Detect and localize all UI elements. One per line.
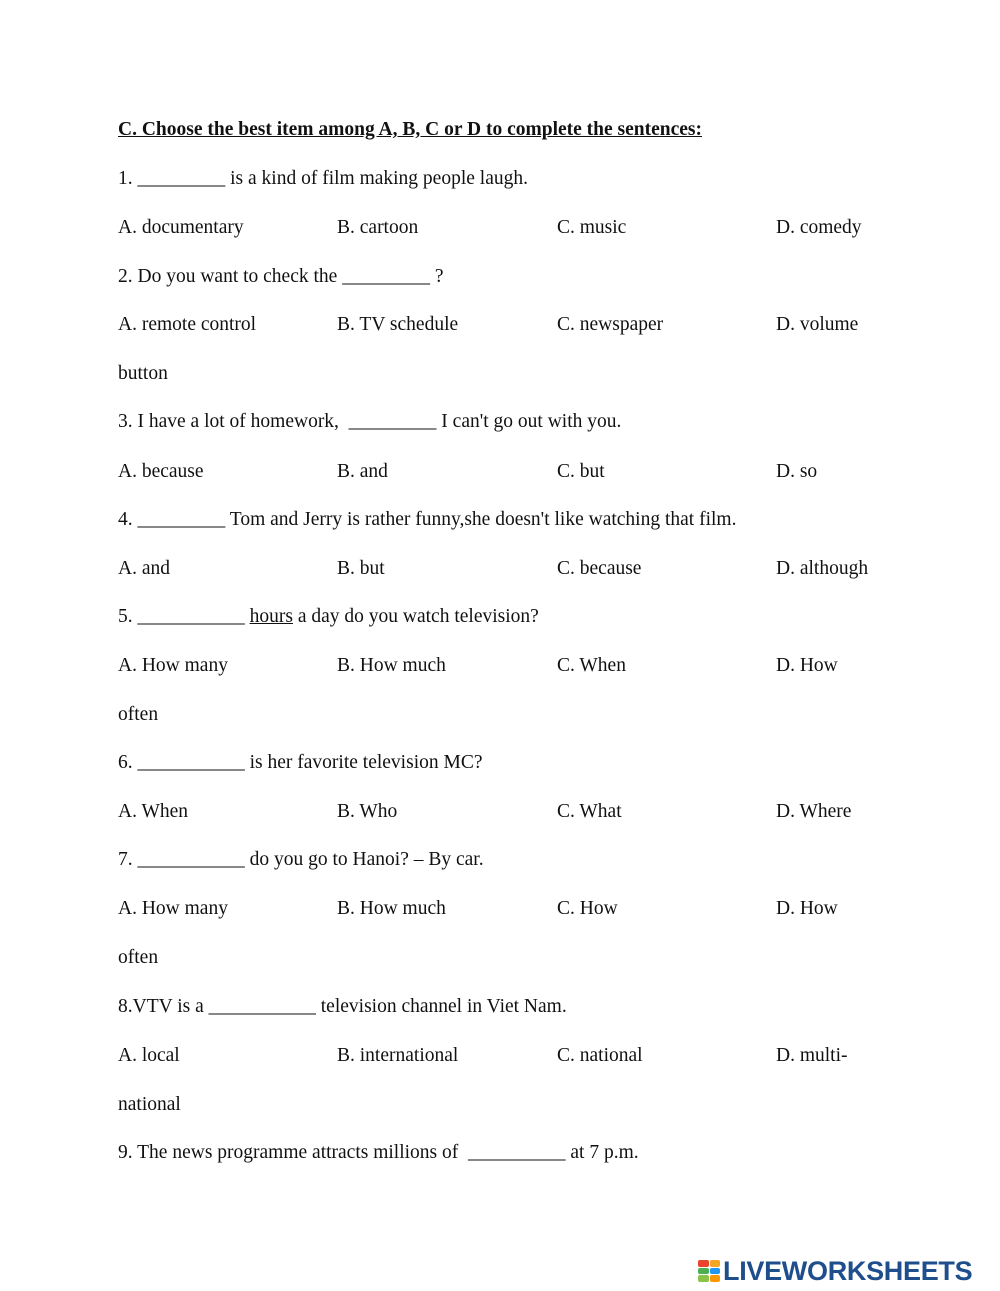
question-9: 9. The news programme attracts millions of __________ at 7 p.m. [118, 1142, 639, 1163]
q2-option-d-wrap: button [118, 363, 168, 384]
q5-option-d[interactable]: D. How [776, 655, 838, 676]
liveworksheets-logo-icon [698, 1260, 720, 1282]
q8-option-d-wrap: national [118, 1094, 181, 1115]
q1-option-d[interactable]: D. comedy [776, 217, 862, 238]
q3-option-c[interactable]: C. but [557, 461, 605, 482]
logo-block [710, 1260, 721, 1267]
logo-block [698, 1275, 709, 1282]
q4-option-d[interactable]: D. although [776, 558, 869, 579]
question-1: 1. _________ is a kind of film making people laugh. [118, 168, 528, 189]
logo-block [698, 1268, 709, 1275]
liveworksheets-logo [698, 1255, 973, 1286]
q1-option-b[interactable]: B. cartoon [337, 217, 419, 238]
question-3: 3. I have a lot of homework, _________ I can't go out with you. [118, 411, 622, 432]
q1-option-a[interactable]: A. documentary [118, 217, 244, 238]
question-6: 6. ___________ is her favorite television MC? [118, 752, 483, 773]
question-7: 7. ___________ do you go to Hanoi? – By car. [118, 849, 484, 870]
q7-option-d-wrap: often [118, 947, 159, 968]
q8-option-a[interactable]: A. local [118, 1045, 180, 1066]
q2-option-c[interactable]: C. newspaper [557, 314, 664, 335]
logo-block [710, 1275, 721, 1282]
q7-option-d[interactable]: D. How [776, 898, 838, 919]
q5-stem-post: a day do you watch television? [292, 606, 539, 627]
question-8: 8.VTV is a ___________ television channel in Viet Nam. [118, 996, 567, 1017]
q2-option-a[interactable]: A. remote control [118, 314, 257, 335]
q7-option-a[interactable]: A. How many [118, 898, 228, 919]
question-4: 4. _________ Tom and Jerry is rather funny,she doesn't like watching that film. [118, 509, 737, 530]
q5-stem-pre: 5. ___________ [118, 606, 250, 627]
q5-option-c[interactable]: C. When [557, 655, 626, 676]
question-2: 2. Do you want to check the _________ ? [118, 266, 444, 287]
section-heading: C. Choose the best item among A, B, C or D to complete the sentences: [118, 119, 703, 140]
q7-option-b[interactable]: B. How much [337, 898, 446, 919]
logo-block [710, 1268, 721, 1275]
q6-option-a[interactable]: A. When [118, 801, 189, 822]
brand-name: LIVEWORKSHEETS [723, 1255, 973, 1286]
q3-option-d[interactable]: D. so [776, 461, 818, 482]
q3-option-b[interactable]: B. and [337, 461, 388, 482]
q5-option-b[interactable]: B. How much [337, 655, 446, 676]
question-5 [118, 605, 539, 629]
q4-option-a[interactable]: A. and [118, 558, 170, 579]
q3-option-a[interactable]: A. because [118, 461, 204, 482]
q8-option-d[interactable]: D. multi- [776, 1045, 848, 1066]
q1-option-c[interactable]: C. music [557, 217, 627, 238]
q4-option-c[interactable]: C. because [557, 558, 642, 579]
q8-option-c[interactable]: C. national [557, 1045, 643, 1066]
q5-underlined-word: hours [249, 606, 293, 627]
q6-option-d[interactable]: D. Where [776, 801, 852, 822]
logo-block [698, 1260, 709, 1267]
q6-option-b[interactable]: B. Who [337, 801, 398, 822]
q4-option-b[interactable]: B. but [337, 558, 385, 579]
q5-option-a[interactable]: A. How many [118, 655, 228, 676]
q8-option-b[interactable]: B. international [337, 1045, 459, 1066]
q2-option-d[interactable]: D. volume [776, 314, 859, 335]
q6-option-c[interactable]: C. What [557, 801, 622, 822]
q2-option-b[interactable]: B. TV schedule [337, 314, 459, 335]
q7-option-c[interactable]: C. How [557, 898, 618, 919]
q5-option-d-wrap: often [118, 704, 159, 725]
